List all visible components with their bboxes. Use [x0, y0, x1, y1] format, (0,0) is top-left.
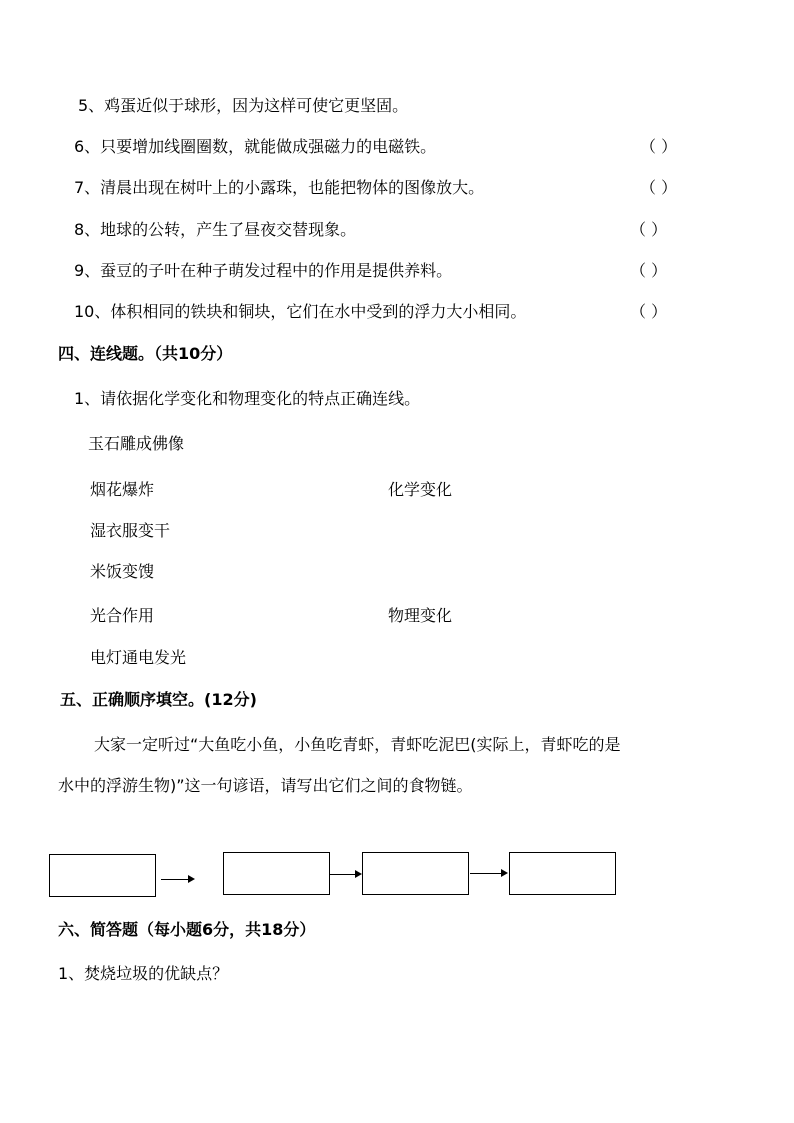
- matching-right-item-physical[interactable]: 物理变化: [388, 606, 453, 625]
- arrow-right-icon: [470, 869, 508, 879]
- matching-left-item[interactable]: 湿衣服变干: [90, 521, 171, 540]
- judge-item-10-text: 10、体积相同的铁块和铜块，它们在水中受到的浮力大小相同。: [74, 302, 527, 321]
- matching-left-item[interactable]: 电灯通电发光: [90, 648, 187, 667]
- matching-left-item[interactable]: 玉石雕成佛像: [88, 434, 185, 453]
- section-6-question-1: 1、焚烧垃圾的优缺点？: [58, 964, 229, 983]
- section-5-heading: 五、正确顺序填空。(12分): [60, 690, 257, 709]
- food-chain-box-2[interactable]: [223, 852, 330, 895]
- answer-paren[interactable]: （ ）: [640, 137, 678, 156]
- answer-paren[interactable]: （ ）: [640, 178, 678, 197]
- section-5-paragraph-line-2: 水中的浮游生物)”这一句谚语，请写出它们之间的食物链。: [58, 776, 473, 795]
- food-chain-box-3[interactable]: [362, 852, 469, 895]
- judge-item-5-text: 5、鸡蛋近似于球形，因为这样可使它更坚固。: [78, 96, 409, 115]
- judge-item-9-text: 9、蚕豆的子叶在种子萌发过程中的作用是提供养料。: [74, 261, 453, 280]
- section-4-question: 1、请依据化学变化和物理变化的特点正确连线。: [74, 389, 421, 408]
- matching-left-item[interactable]: 光合作用: [90, 606, 155, 625]
- section-4-heading: 四、连线题。（共10分）: [58, 344, 233, 363]
- matching-left-item[interactable]: 米饭变馊: [90, 562, 155, 581]
- section-6-heading: 六、简答题（每小题6分，共18分）: [58, 920, 316, 939]
- food-chain-box-4[interactable]: [509, 852, 616, 895]
- matching-left-item[interactable]: 烟花爆炸: [90, 480, 155, 499]
- food-chain-box-1[interactable]: [49, 854, 156, 897]
- section-5-paragraph-line-1: 大家一定听过“大鱼吃小鱼，小鱼吃青虾，青虾吃泥巴(实际上，青虾吃的是: [94, 735, 621, 754]
- answer-paren[interactable]: （ ）: [630, 220, 668, 239]
- answer-paren[interactable]: （ ）: [630, 302, 668, 321]
- answer-paren[interactable]: （ ）: [630, 261, 668, 280]
- judge-item-6-text: 6、只要增加线圈圈数，就能做成强磁力的电磁铁。: [74, 137, 437, 156]
- arrow-right-icon: [161, 875, 195, 885]
- arrow-right-icon: [330, 870, 362, 880]
- judge-item-7-text: 7、清晨出现在树叶上的小露珠，也能把物体的图像放大。: [74, 178, 485, 197]
- judge-item-8-text: 8、地球的公转，产生了昼夜交替现象。: [74, 220, 357, 239]
- matching-right-item-chemical[interactable]: 化学变化: [388, 480, 453, 499]
